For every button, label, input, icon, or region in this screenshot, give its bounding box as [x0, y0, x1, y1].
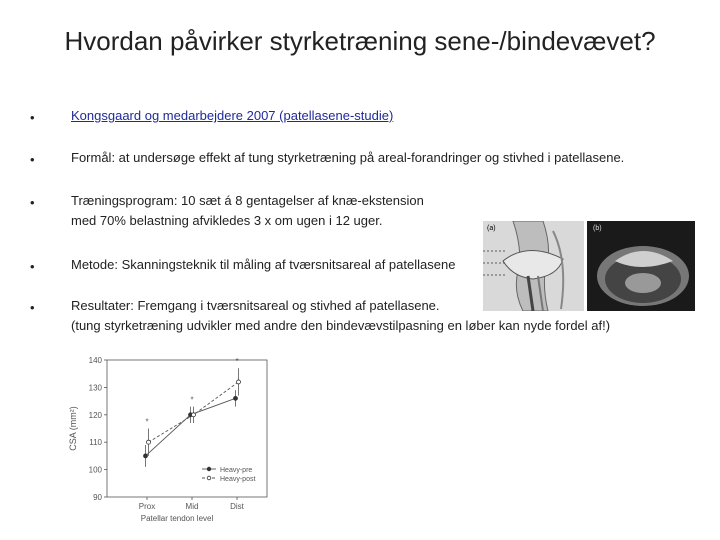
legend-label: Heavy-pre	[220, 467, 253, 474]
bullet-2-text: Formål: at undersøge effekt af tung styrketræning på areal-forandringer og stivhed i patellasene.	[71, 150, 625, 165]
bullet-marker: •	[30, 259, 35, 274]
bullet-marker: •	[30, 300, 35, 315]
x-axis-label: Patellar tendon level	[140, 514, 214, 523]
bullet-3-line-2: med 70% belastning afvikledes 3 x om ugen i 12 uger.	[71, 213, 383, 228]
knee-anatomy-drawing	[483, 221, 584, 311]
csa-line-chart	[62, 352, 272, 527]
legend-marker	[207, 467, 211, 471]
knee-anatomy-illustration	[483, 221, 584, 311]
bullet-1-link[interactable]	[71, 106, 393, 126]
legend-marker	[207, 476, 211, 480]
bullet-4-text: Metode: Skanningsteknik til måling af tværsnitsareal af patellasene	[71, 257, 456, 272]
bullet-marker: •	[30, 110, 35, 125]
bullet-5-line-1: Resultater: Fremgang i tværsnitsareal og stivhed af patellasene.	[71, 298, 440, 313]
reference-link[interactable]: Kongsgaard og medarbejdere 2007 (patellasene-studie)	[71, 108, 394, 123]
data-point	[234, 396, 238, 400]
y-axis-label: CSA (mm²)	[68, 406, 78, 451]
y-tick-label: 140	[88, 356, 102, 365]
y-tick-label: 130	[88, 383, 102, 393]
bullet-marker: •	[30, 152, 35, 167]
knee-scan-image	[587, 221, 695, 311]
x-tick-label: Mid	[185, 502, 199, 511]
data-point	[237, 380, 241, 384]
significance-marker: *	[190, 395, 194, 405]
knee-scan-drawing	[587, 221, 695, 311]
y-tick-label: 90	[93, 493, 102, 502]
bullet-5-line-2: (tung styrketræning udvikler med andre den bindevævstilpasning en løber kan nyde fordel af!)	[71, 318, 611, 333]
legend-label: Heavy-post	[220, 476, 256, 483]
y-tick-label: 120	[88, 410, 102, 420]
data-point	[192, 413, 196, 417]
data-point	[147, 440, 151, 444]
data-point	[144, 454, 148, 458]
y-tick-label: 100	[88, 465, 102, 475]
x-tick-label: Dist	[230, 502, 244, 511]
figure-label-a: (a)	[487, 225, 496, 232]
x-tick-label: Prox	[138, 502, 156, 511]
bullet-marker: •	[30, 195, 35, 210]
figure-label-b: (b)	[593, 225, 602, 232]
significance-marker: *	[145, 417, 149, 427]
slide-title: Hvordan påvirker styrketræning sene-/bindevævet?	[64, 26, 656, 56]
significance-marker: *	[235, 357, 239, 367]
bullet-3-line-1: Træningsprogram: 10 sæt á 8 gentagelser af knæ-ekstension	[71, 193, 424, 208]
y-tick-label: 110	[89, 438, 102, 448]
